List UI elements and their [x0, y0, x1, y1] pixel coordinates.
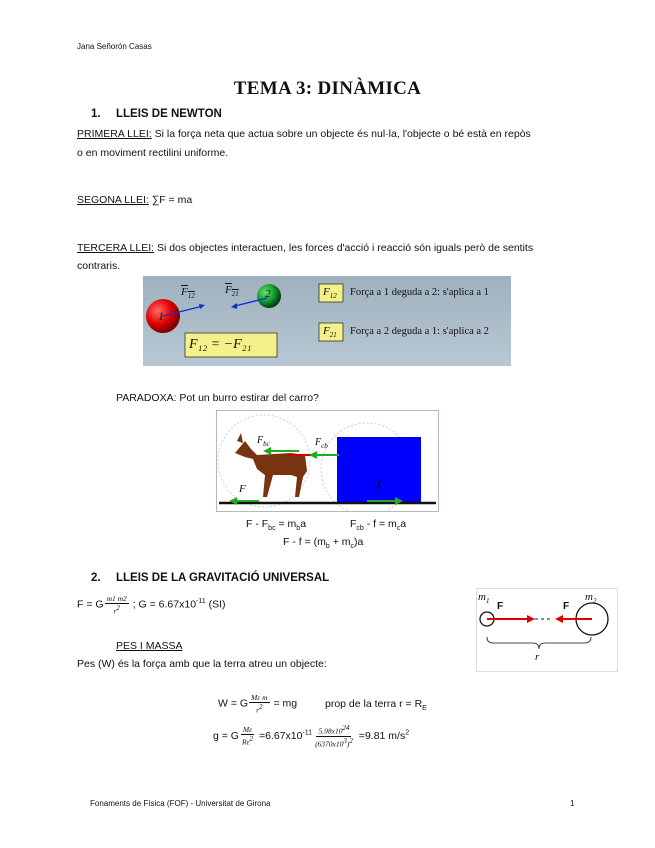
equation-donkey: $F - F_{bc} = m_ba$ [246, 518, 307, 533]
ball-2-label: 2 [265, 288, 271, 300]
arrow-f21-head [231, 303, 237, 309]
f-ground-label: F [239, 483, 246, 495]
donkey-ear [237, 433, 243, 443]
figure-action-reaction [143, 276, 511, 366]
fcb-label: $F_{cb}$ [315, 437, 328, 450]
friction-label: f [377, 479, 381, 491]
figure-donkey-cart [216, 410, 439, 512]
figure-donkey-cart-svg [217, 411, 438, 511]
footer-page-number: 1 [570, 799, 575, 808]
law1-paragraph [77, 127, 577, 141]
f-right-label: F [563, 601, 570, 612]
f12-label: $F_{12}$ [181, 286, 195, 301]
weight-formula: W = G $\frac{\text{Mε m}}{r^2}$ = mg [218, 693, 298, 715]
f21-label: $F_{21}$ [225, 284, 239, 299]
m1-label: $m_1$ [478, 591, 490, 606]
section1-number: 1. [91, 108, 101, 120]
law3-text: Si dos objectes interactuen, les forces d'acció i reacció són iguals però de sentits [154, 242, 534, 254]
law1-text: Si la força neta que actua sobre un objecte és nul·la, l'objecte o bé està en repòs [151, 128, 531, 140]
cart [337, 437, 421, 503]
subheading-pes-massa: PES I MASSA [116, 640, 183, 652]
f-left-label: F [497, 601, 504, 612]
footer-course: Fonaments de Física (FOF) - Universitat de Girona [90, 799, 271, 808]
legend2-symbol: $F_{21}$ [323, 325, 337, 340]
r-label: r [535, 651, 540, 663]
gravity-fraction-symbolic: $\frac{M\varepsilon}{R\varepsilon^2}$ [241, 725, 254, 747]
gravity-formula: g = G $\frac{M\varepsilon}{R\varepsilon^2}$ $=6.67x10^{-11}$ $\frac{5.98x10^{24}}{(6370x10^3)^2}$ =9.81 $m/s^2$ [213, 724, 410, 748]
equation-text: F₁₂ = −F₂₁ [189, 337, 252, 352]
header-author: Jana Señorón Casas [77, 42, 152, 51]
weight-near-earth: prop de la terra $r = R_E$ [325, 698, 427, 713]
section2-number: 2. [91, 572, 101, 584]
arrow-f-on-m1-head [527, 615, 535, 623]
law3-text-line2: contraris. [77, 260, 121, 272]
equation-cart: $F_{cb} - f = m_ca$ [350, 518, 407, 533]
arrow-f-on-m2-head [555, 615, 563, 623]
section1-heading: LLEIS DE NEWTON [116, 108, 222, 120]
legend2-text: Força a 2 deguda a 1: s'aplica a 2 [350, 326, 489, 337]
weight-fraction: $\frac{\text{Mε m}}{r^2}$ [251, 693, 268, 715]
section2-heading: LLEIS DE LA GRAVITACIÓ UNIVERSAL [116, 572, 330, 584]
gravity-fraction-numeric: $\frac{5.98x10^{24}}{(6370x10^3)^2}$ [315, 724, 353, 748]
distance-brace [487, 637, 591, 649]
figure-masses [476, 588, 618, 672]
law3-paragraph [77, 241, 577, 255]
gravitation-fraction: $\frac{m1 m2}{r^2}$ [106, 594, 127, 616]
law1-text-line2: o en moviment rectilini uniforme. [77, 147, 229, 159]
arrow-fbc-head [263, 447, 271, 455]
law1-label: PRIMERA LLEI: [77, 128, 152, 140]
pes-definition: Pes (W) és la força amb que la terra atreu un objecte: [77, 658, 327, 670]
law2-paragraph [77, 193, 192, 207]
paradox-question: PARADOXA: Pot un burro estirar del carro? [116, 392, 319, 404]
page-title: TEMA 3: DINÀMICA [233, 78, 422, 99]
legend1-symbol: $F_{12}$ [323, 286, 337, 301]
law2-label: SEGONA LLEI: [77, 194, 149, 206]
m2-label: $m_2$ [585, 591, 597, 606]
ball-1-label: 1 [158, 309, 164, 323]
legend1-text: Força a 1 deguda a 2: s'aplica a 1 [350, 287, 489, 298]
fbc-label: $F_{bc}$ [257, 435, 270, 448]
gravitation-formula: F = G $\frac{m1 m2}{r^2}$ ; $G = 6.67x10^{-11}$ (SI) [77, 594, 226, 616]
arrow-f12-head [199, 304, 205, 309]
law3-label: TERCERA LLEI: [77, 242, 155, 254]
law2-formula: ∑F = ma [148, 194, 193, 206]
equation-system: $F - f = (m_b + m_c)a$ [283, 536, 364, 551]
